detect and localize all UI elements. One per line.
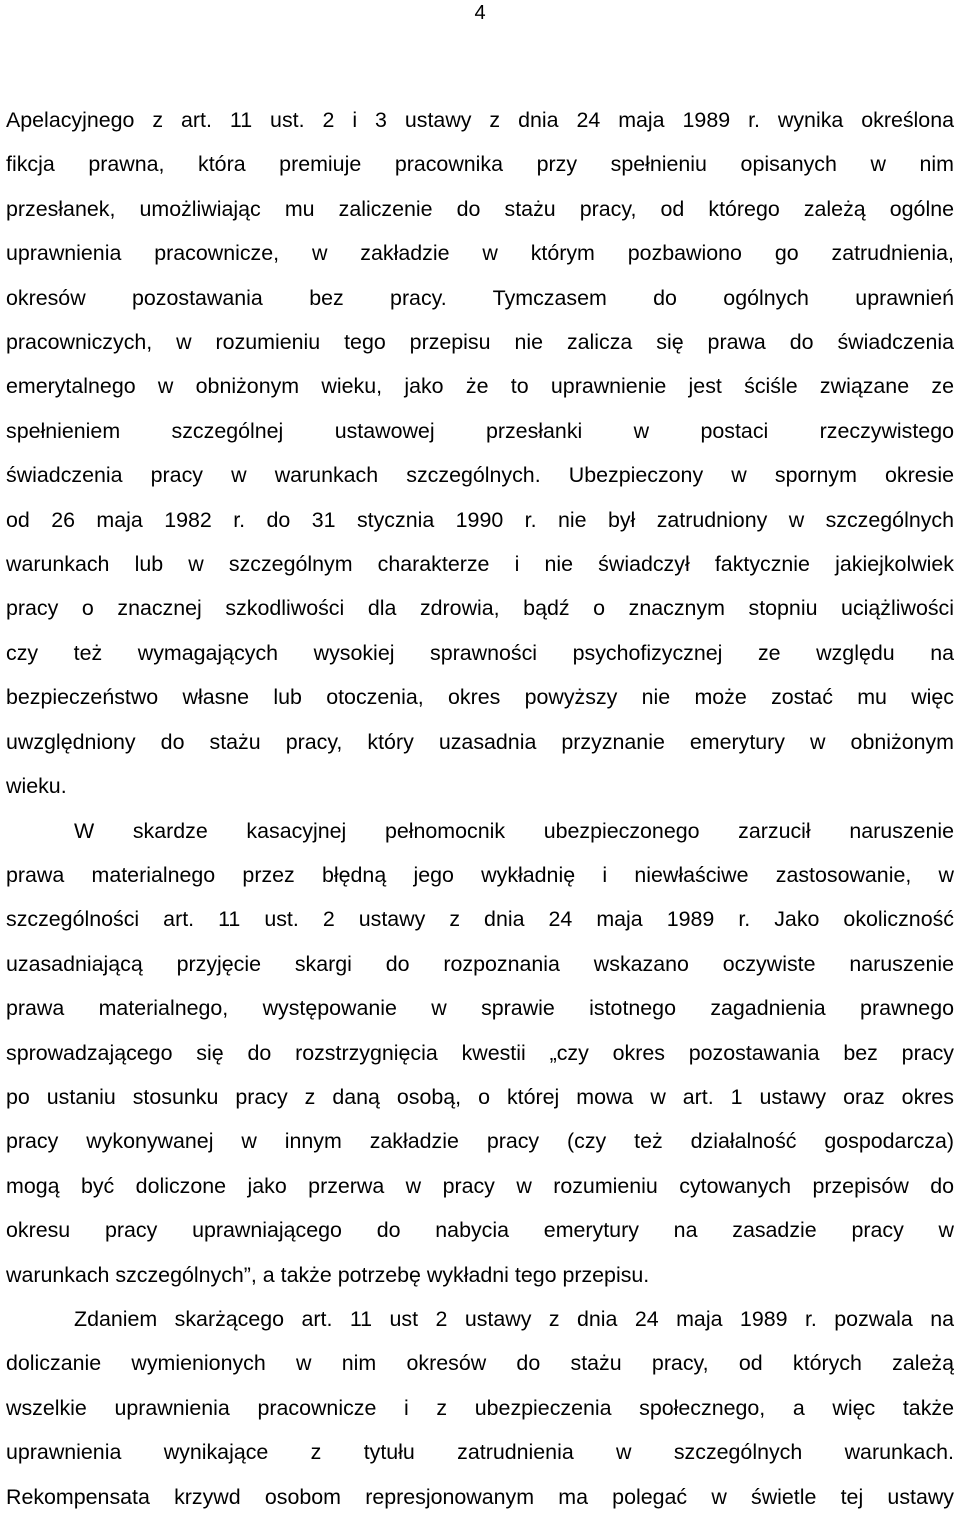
text-line: pracy wykonywanej w innym zakładzie pracy (czy też działalność gospodarcza) xyxy=(6,1129,954,1154)
page-number: 4 xyxy=(474,2,486,24)
text-line: prawa materialnego, występowanie w sprawie istotnego zagadnienia prawnego xyxy=(6,996,954,1021)
text-line: pracowniczych, w rozumieniu tego przepisu nie zalicza się prawa do świadczenia xyxy=(6,330,954,355)
text-line: okresów pozostawania bez pracy. Tymczasem do ogólnych uprawnień xyxy=(6,285,954,310)
text-line: Rekompensata krzywd osobom represjonowanym ma polegać w świetle tej ustawy xyxy=(6,1484,954,1509)
text-line: uprawnienia wynikające z tytułu zatrudnienia w szczególnych warunkach. xyxy=(6,1440,954,1465)
text-line: mogą być doliczone jako przerwa w pracy w rozumieniu cytowanych przepisów do xyxy=(6,1173,954,1198)
document-body xyxy=(6,98,954,1519)
text-line: świadczenia pracy w warunkach szczególnych. Ubezpieczony w spornym okresie xyxy=(6,463,954,488)
text-line: spełnieniem szczególnej ustawowej przesłanki w postaci rzeczywistego xyxy=(6,418,954,443)
text-line: doliczanie wymienionych w nim okresów do stażu pracy, od których zależą xyxy=(6,1351,954,1376)
text-line: emerytalnego w obniżonym wieku, jako że to uprawnienie jest ściśle związane ze xyxy=(6,374,954,399)
text-line: W skardze kasacyjnej pełnomocnik ubezpieczonego zarzucił naruszenie xyxy=(74,818,954,843)
paragraph-3 xyxy=(6,1297,954,1519)
text-line: prawa materialnego przez błędną jego wykładnię i niewłaściwe zastosowanie, w xyxy=(6,862,954,887)
text-line: wieku. xyxy=(6,774,67,799)
paragraph-2 xyxy=(6,809,954,1297)
text-line: uzasadniającą przyjęcie skargi do rozpoznania wskazano oczywiste naruszenie xyxy=(6,951,954,976)
text-line: szczególności art. 11 ust. 2 ustawy z dnia 24 maja 1989 r. Jako okoliczność xyxy=(6,907,954,932)
text-line: uprawnienia pracownicze, w zakładzie w którym pozbawiono go zatrudnienia, xyxy=(6,241,954,266)
text-line: bezpieczeństwo własne lub otoczenia, okres powyższy nie może zostać mu więc xyxy=(6,685,954,710)
text-line: uwzględniony do stażu pracy, który uzasadnia przyznanie emerytury w obniżonym xyxy=(6,729,954,754)
text-line: Apelacyjnego z art. 11 ust. 2 i 3 ustawy z dnia 24 maja 1989 r. wynika określona xyxy=(6,108,954,132)
text-line: po ustaniu stosunku pracy z daną osobą, o której mowa w art. 1 ustawy oraz okres xyxy=(6,1084,954,1109)
text-line: pracy o znacznej szkodliwości dla zdrowia, bądź o znacznym stopniu uciążliwości xyxy=(6,596,954,621)
text-line: fikcja prawna, która premiuje pracownika przy spełnieniu opisanych w nim xyxy=(6,152,954,177)
text-line: okresu pracy uprawniającego do nabycia emerytury na zasadzie pracy w xyxy=(6,1218,954,1243)
text-line: Zdaniem skarżącego art. 11 ust 2 ustawy z dnia 24 maja 1989 r. pozwala na xyxy=(74,1306,954,1331)
text-line: warunkach lub w szczególnym charakterze i nie świadczył faktycznie jakiejkolwiek xyxy=(6,552,954,577)
text-line: wszelkie uprawnienia pracownicze i z ubezpieczenia społecznego, a więc także xyxy=(6,1395,954,1420)
text-line: od 26 maja 1982 r. do 31 stycznia 1990 r. nie był zatrudniony w szczególnych xyxy=(6,507,954,532)
text-line: przesłanek, umożliwiając mu zaliczenie do stażu pracy, od którego zależą ogólne xyxy=(6,196,954,221)
text-line: warunkach szczególnych”, a także potrzebę wykładni tego przepisu. xyxy=(6,1262,650,1287)
text-line: sprowadzającego się do rozstrzygnięcia kwestii „czy okres pozostawania bez pracy xyxy=(6,1040,954,1065)
paragraph-1 xyxy=(6,98,954,809)
text-line: czy też wymagających wysokiej sprawności psychofizycznej ze względu na xyxy=(6,640,954,665)
